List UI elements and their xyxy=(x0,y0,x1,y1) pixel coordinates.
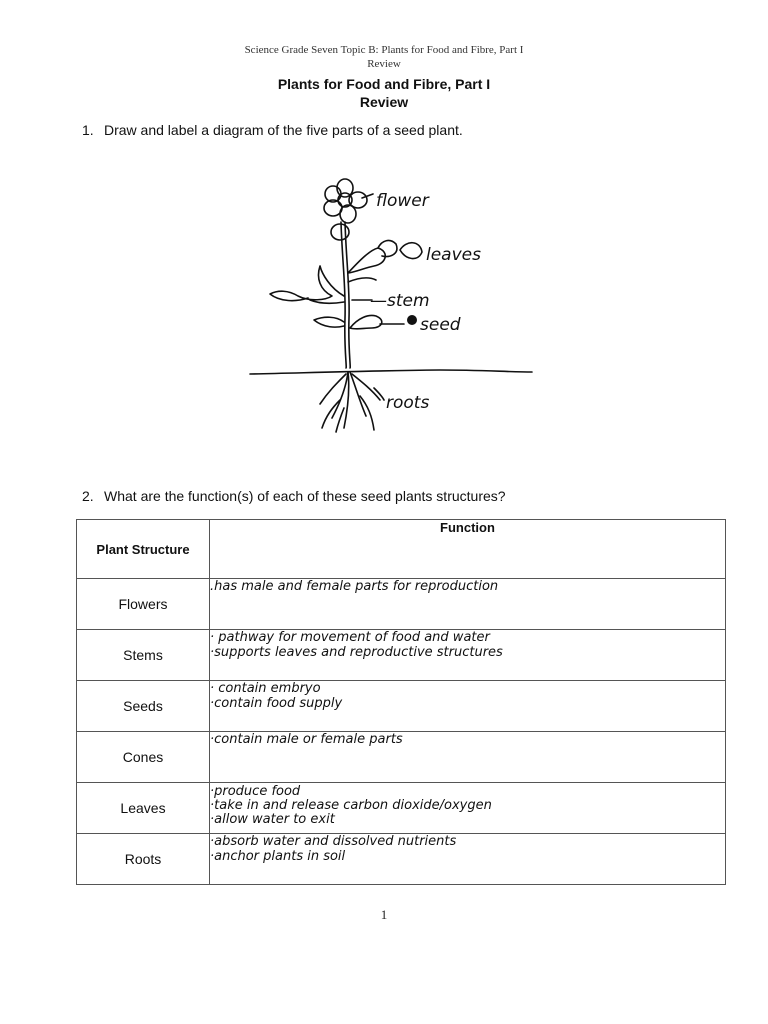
flower-drawing xyxy=(324,179,373,240)
seed-leaf-drawing xyxy=(314,317,344,327)
table-row xyxy=(77,630,726,681)
function-line: ·take in and release carbon dioxide/oxygen xyxy=(210,798,492,813)
function-line: ·produce food xyxy=(210,784,301,799)
table-row xyxy=(77,834,726,885)
seed-drawing xyxy=(407,315,417,325)
question-1-text: Draw and label a diagram of the five parts of a seed plant. xyxy=(104,122,463,138)
question-1-number: 1. xyxy=(82,122,94,138)
table-row xyxy=(77,783,726,834)
structure-cell: Cones xyxy=(77,732,210,783)
question-1 xyxy=(82,122,463,138)
function-cell xyxy=(210,834,726,885)
leaf-vein xyxy=(348,278,376,282)
function-line: .has male and female parts for reproduction xyxy=(210,579,499,594)
root xyxy=(332,372,348,418)
structure-cell: Roots xyxy=(77,834,210,885)
structure-cell: Stems xyxy=(77,630,210,681)
page-title-line2: Review xyxy=(359,94,409,110)
question-2 xyxy=(82,488,506,504)
root xyxy=(336,408,344,432)
question-2-number: 2. xyxy=(82,488,94,504)
function-line: ·supports leaves and reproductive structures xyxy=(210,645,503,660)
roots-drawing xyxy=(320,372,384,432)
leaf xyxy=(348,248,385,273)
label-leaves: leaves xyxy=(426,245,481,265)
label-stem: —stem xyxy=(370,291,430,311)
page-number: 1 xyxy=(380,907,388,922)
page-title-line1: Plants for Food and Fibre, Part I xyxy=(277,76,491,92)
structure-cell: Leaves xyxy=(77,783,210,834)
root xyxy=(352,374,380,400)
running-header-line2: Review xyxy=(367,58,401,70)
label-roots: roots xyxy=(386,393,430,413)
function-table xyxy=(76,519,726,885)
page-title xyxy=(0,75,768,111)
root xyxy=(322,400,340,428)
function-line: ·allow water to exit xyxy=(210,812,335,827)
function-cell xyxy=(210,579,726,630)
root xyxy=(360,396,374,430)
label-seed: seed xyxy=(420,315,461,335)
table-row xyxy=(77,579,726,630)
table-header-row xyxy=(77,520,726,579)
structure-cell: Seeds xyxy=(77,681,210,732)
table-row xyxy=(77,681,726,732)
header-plant-structure: Plant Structure xyxy=(77,520,210,579)
running-header xyxy=(0,43,768,71)
function-cell xyxy=(210,732,726,783)
function-cell xyxy=(210,783,726,834)
function-line: ·contain food supply xyxy=(210,696,343,711)
function-line: ·contain male or female parts xyxy=(210,732,403,747)
ground-line xyxy=(250,370,532,374)
structure-cell: Flowers xyxy=(77,579,210,630)
label-flower: flower xyxy=(376,191,429,211)
question-2-text: What are the function(s) of each of these seed plants structures? xyxy=(104,488,506,504)
seed-leaf-drawing xyxy=(350,316,382,329)
leaves-drawing xyxy=(348,241,422,282)
function-cell xyxy=(210,630,726,681)
table-row xyxy=(77,732,726,783)
function-line: · contain embryo xyxy=(210,681,321,696)
seed-plant-diagram xyxy=(240,178,540,448)
function-line: ·absorb water and dissolved nutrients xyxy=(210,834,457,849)
header-function: Function xyxy=(210,520,726,579)
running-header-line1: Science Grade Seven Topic B: Plants for Food and Fibre, Part I xyxy=(244,44,524,56)
left-leaf-drawing xyxy=(270,266,344,301)
function-cell xyxy=(210,681,726,732)
root xyxy=(320,374,346,404)
leaf xyxy=(400,243,422,259)
function-line: · pathway for movement of food and water xyxy=(210,630,490,645)
function-line: ·anchor plants in soil xyxy=(210,849,346,864)
